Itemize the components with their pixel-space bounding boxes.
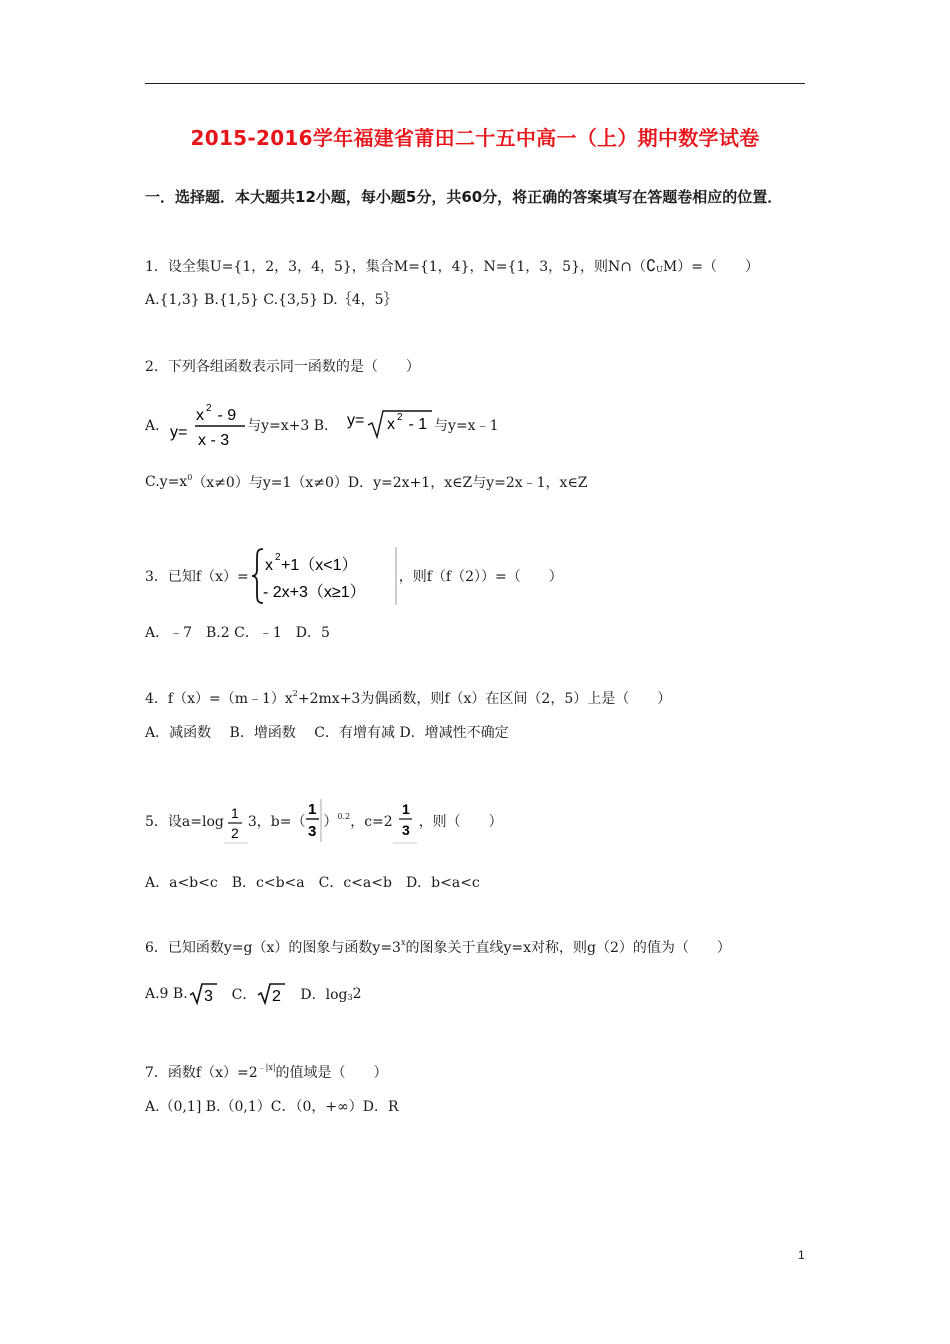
svg-text:+1（x<1）: +1（x<1）: [280, 557, 358, 574]
question-3-stem: 3．已知f（x）= x 2 +1（x<1） - 2x+3（x≥1） ，则f（f（2））=（ ）: [145, 546, 563, 606]
svg-text:x: x: [196, 407, 205, 424]
question-7-stem: 7．函数$f(x)=2^{﹣|x|}$的值域是（ ）: [145, 1063, 388, 1081]
sqrt-2-image: [256, 982, 286, 1006]
svg-text:1: 1: [230, 805, 239, 821]
svg-text:x: x: [387, 416, 396, 433]
exam-title: 2015-2016学年福建省莆田二十五中高一（上）期中数学试卷: [190, 126, 760, 150]
fraction-one-half-image: [224, 798, 248, 844]
question-5-options: A．a<b<c B．c<b<a C．c<a<b D．b<a<c: [145, 875, 480, 891]
sqrt-3-image: [188, 982, 218, 1006]
question-7-options: A.（0,1] B.（0,1）C．（0，+∞）D．R: [145, 1099, 399, 1115]
svg-text:2: 2: [206, 403, 212, 414]
svg-text:3: 3: [401, 822, 410, 838]
question-2-options-cd: $C.y=x^0(x\ne 0)$与y=1（x≠0）D．y=2x+1，x∈Z与y=2x﹣1，x∈Z: [145, 473, 588, 491]
page-number: 1: [798, 1248, 805, 1262]
svg-text:1: 1: [401, 801, 410, 817]
svg-text:x - 3: x - 3: [198, 432, 230, 449]
svg-text:1: 1: [308, 801, 317, 818]
question-6-stem: 6．已知函数y=g（x）的图象与函数$y=3^x$的图象关于直线y=x对称，则g（2）的值为（ ）: [145, 938, 731, 956]
svg-text:y=: y=: [170, 424, 188, 441]
question-2-stem: 2．下列各组函数表示同一函数的是（ ）: [145, 359, 420, 375]
piecewise-function-image: [249, 546, 399, 606]
header-rule: [145, 83, 805, 84]
svg-text:3: 3: [203, 988, 213, 1005]
svg-text:y=: y=: [347, 412, 365, 429]
question-1-stem: 1．设全集U={1，2，3，4，5}，集合M={1，4}，N={1，3，5}，则$N\cap(∁_UM)=$（ ）: [145, 258, 759, 275]
svg-text:- 1: - 1: [404, 416, 428, 433]
svg-text:2: 2: [272, 988, 282, 1005]
svg-text:x: x: [264, 557, 273, 574]
fraction-one-third-image-c: [393, 798, 419, 844]
formula-image-sqrt: [346, 405, 434, 445]
question-2-options-ab: A． y= x 2 - 9 x - 3 与y=x+3 B． y= x 2 - 1 与y=x﹣1: [145, 400, 499, 450]
section-heading: 一．选择题．本大题共12小题，每小题5分，共60分，将正确的答案填写在答题卷相应的位置．: [145, 188, 783, 206]
svg-text:2: 2: [274, 552, 281, 563]
svg-text:2: 2: [397, 412, 403, 423]
svg-text:- 9: - 9: [213, 407, 237, 424]
svg-text:- 2x+3（x≥1）: - 2x+3（x≥1）: [262, 584, 366, 601]
question-5-stem: 5．设a=log 1 2 3，b=（ 1 3 ）$^{0.2}$，c=2 1 3 ，则（ ）: [145, 798, 503, 844]
question-4-options: A．减函数 B．增函数 C．有增有减 D．增减性不确定: [145, 725, 509, 741]
svg-text:2: 2: [230, 825, 239, 841]
svg-text:3: 3: [308, 823, 317, 840]
question-4-stem: 4．$f(x)=(m﹣1)x^2+2mx+3$为偶函数，则f（x）在区间（2，5）上是（ ）: [145, 689, 672, 707]
question-6-options: A.9 B. 3 C． 2 D．$\log_32$: [145, 982, 361, 1006]
question-1-options: A.{1,3} B.{1,5} C.{3,5} D.｛4，5｝: [145, 292, 398, 308]
fraction-one-third-image-b: [305, 798, 323, 844]
formula-image-fraction: [169, 400, 247, 450]
question-3-options: A．﹣7 B.2 C．﹣1 D．5: [145, 625, 330, 641]
